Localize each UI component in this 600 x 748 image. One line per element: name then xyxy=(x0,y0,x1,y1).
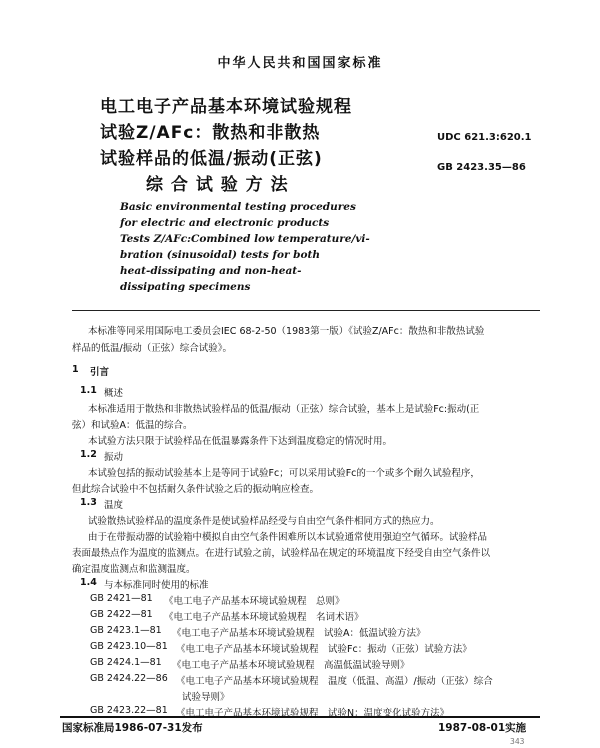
reference-title: 《电工电子产品基本环境试验规程 高温低温试验导则》 xyxy=(172,660,410,671)
reference-code: GB 2423.1—81 xyxy=(90,625,162,636)
title-cn-line-3: 试验样品的低温/振动(正弦) xyxy=(100,149,323,169)
section-1-1-line-2: 弦）和试验A：低温的综合。 xyxy=(72,420,193,431)
reference-title-continued: 试验导则》 xyxy=(182,692,230,703)
title-en-line-4: bration (sinusoidal) tests for both xyxy=(120,249,321,261)
udc-code: UDC 621.3:620.1 xyxy=(437,132,532,143)
issue-date: 国家标准局1986-07-31发布 xyxy=(62,722,203,734)
footer-rule xyxy=(60,716,540,718)
title-en-line-2: for electric and electronic products xyxy=(120,217,330,229)
reference-title: 《电工电子产品基本环境试验规程 试验A：低温试验方法》 xyxy=(172,628,426,639)
reference-code: GB 2422—81 xyxy=(90,609,153,620)
section-1-3-line-4: 确定温度监测点和监测温度。 xyxy=(72,564,196,575)
title-cn-line-4: 综 合 试 验 方 法 xyxy=(146,175,289,195)
reference-title: 《电工电子产品基本环境试验规程 名词术语》 xyxy=(164,612,364,623)
gb-code: GB 2423.35—86 xyxy=(437,162,526,173)
title-cn-line-1: 电工电子产品基本环境试验规程 xyxy=(100,97,352,117)
reference-title: 《电工电子产品基本环境试验规程 试验N：温度变化试验方法》 xyxy=(176,708,450,719)
section-1-3-number: 1.3 xyxy=(80,497,97,508)
section-1-4-title: 与本标准同时使用的标准 xyxy=(104,580,209,591)
section-1-2-line-1: 本试验包括的振动试验基本上是等同于试验Fc；可以采用试验Fc的一个或多个耐久试验程序， xyxy=(88,468,480,479)
section-1-1-line-1: 本标准适用于散热和非散热试验样品的低温/振动（正弦）综合试验，基本上是试验Fc:振动(正 xyxy=(88,404,480,415)
title-en-line-5: heat-dissipating and non-heat- xyxy=(120,265,302,277)
section-1-3-line-3: 表面最热点作为温度的监测点。在进行试验之前，试验样品在规定的环境温度下经受自由空气条件以 xyxy=(72,548,491,559)
reference-title: 《电工电子产品基本环境试验规程 总则》 xyxy=(164,596,345,607)
title-en-line-3: Tests Z/AFc:Combined low temperature/vi- xyxy=(120,233,370,245)
reference-title: 《电工电子产品基本环境试验规程 温度（低温、高温）/振动（正弦）综合 xyxy=(176,676,493,687)
reference-code: GB 2423.10—81 xyxy=(90,641,168,652)
reference-code: GB 2423.22—81 xyxy=(90,705,168,716)
title-cn-line-2: 试验Z/AFc：散热和非散热 xyxy=(100,123,321,143)
section-1-3-title: 温度 xyxy=(104,500,124,511)
reference-title: 《电工电子产品基本环境试验规程 试验Fc：振动（正弦）试验方法》 xyxy=(176,644,472,655)
section-1-number: 1 xyxy=(72,364,79,375)
section-1-2-title: 振动 xyxy=(104,452,124,463)
section-1-2-line-2: 但此综合试验中不包括耐久条件试验之后的振动响应检查。 xyxy=(72,484,320,495)
title-en-line-6: dissipating specimens xyxy=(120,281,251,293)
section-1-title: 引言 xyxy=(90,367,110,378)
section-1-1-title: 概述 xyxy=(104,388,124,399)
intro-line-2: 样品的低温/振动（正弦）综合试验》。 xyxy=(72,343,232,354)
section-1-1-line-3: 本试验方法只限于试验样品在低温暴露条件下达到温度稳定的情况时用。 xyxy=(88,436,393,447)
section-1-4-number: 1.4 xyxy=(80,577,97,588)
national-standard-header: 中华人民共和国国家标准 xyxy=(217,56,383,71)
intro-line-1: 本标准等同采用国际电工委员会IEC 68-2-50（1983第一版）《试验Z/AFc：散热和非散热试验 xyxy=(88,326,485,337)
reference-code: GB 2424.22—86 xyxy=(90,673,168,684)
reference-code: GB 2424.1—81 xyxy=(90,657,162,668)
section-1-1-number: 1.1 xyxy=(80,385,97,396)
reference-code: GB 2421—81 xyxy=(90,593,153,604)
title-en-line-1: Basic environmental testing procedures xyxy=(120,201,356,213)
section-1-3-line-1: 试验散热试验样品的温度条件是使试验样品经受与自由空气条件相同方式的热应力。 xyxy=(88,516,440,527)
page-number: 343 xyxy=(510,737,525,746)
section-1-3-line-2: 由于在带振动器的试验箱中模拟自由空气条件困难所以本试验通常使用强迫空气循环。试验样品 xyxy=(88,532,488,543)
section-1-2-number: 1.2 xyxy=(80,449,97,460)
header-rule xyxy=(72,310,540,311)
effective-date: 1987-08-01实施 xyxy=(438,722,527,734)
